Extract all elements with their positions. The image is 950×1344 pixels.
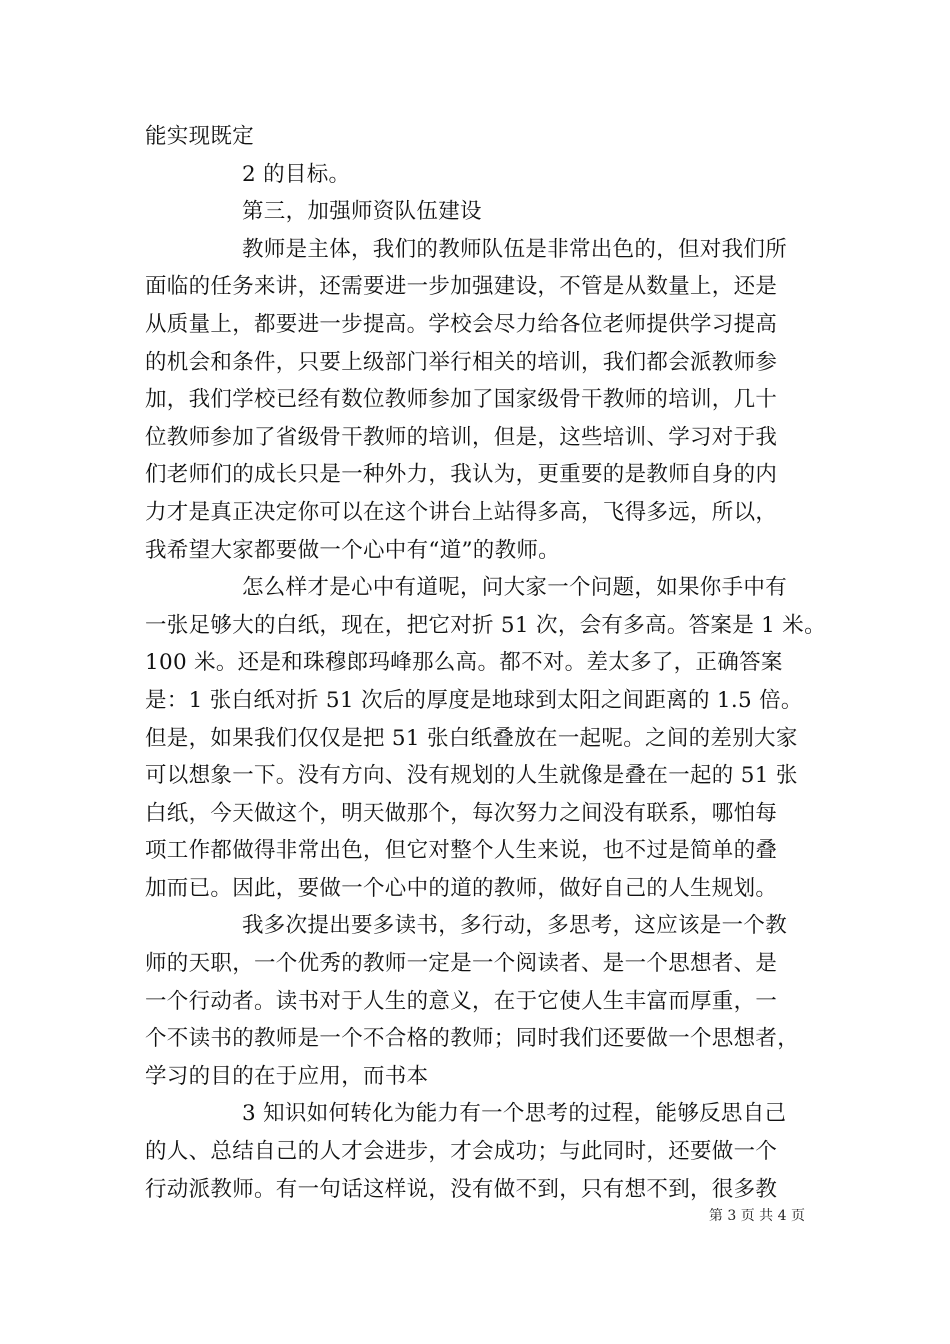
text-line: 力才是真正决定你可以在这个讲台上站得多高，飞得多远，所以， — [145, 499, 778, 525]
text-line: 学习的目的在于应用，而书本 — [145, 1063, 429, 1089]
text-line: 从质量上，都要进一步提高。学校会尽力给各位老师提供学习提高 — [145, 311, 778, 337]
text-line: 3 知识如何转化为能力有一个思考的过程，能够反思自己 — [242, 1101, 787, 1127]
text-line: 面临的任务来讲，还需要进一步加强建设，不管是从数量上，还是 — [145, 274, 778, 300]
text-line: 项工作都做得非常出色，但它对整个人生来说，也不过是简单的叠 — [145, 838, 778, 864]
text-line: 们老师们的成长只是一种外力，我认为，更重要的是教师自身的内 — [145, 462, 778, 488]
text-line: 师的天职，一个优秀的教师一定是一个阅读者、是一个思想者、是 — [145, 951, 778, 977]
text-line: 第三，加强师资队伍建设 — [242, 199, 482, 225]
text-line: 2 的目标。 — [242, 161, 351, 187]
text-line: 的机会和条件，只要上级部门举行相关的培训，我们都会派教师参 — [145, 349, 778, 375]
text-line: 白纸，今天做这个，明天做那个，每次努力之间没有联系，哪怕每 — [145, 800, 778, 826]
text-line: 一个行动者。读书对于人生的意义，在于它使人生丰富而厚重，一 — [145, 988, 778, 1014]
text-line: 加而已。因此，要做一个心中的道的教师，做好自己的人生规划。 — [145, 875, 778, 901]
text-line: 能实现既定 — [145, 124, 255, 149]
text-line: 我希望大家都要做一个心中有“道”的教师。 — [145, 537, 560, 563]
text-line: 教师是主体，我们的教师队伍是非常出色的，但对我们所 — [242, 236, 788, 262]
text-line: 我多次提出要多读书，多行动，多思考，这应该是一个教 — [242, 913, 788, 939]
text-line: 位教师参加了省级骨干教师的培训，但是，这些培训、学习对于我 — [145, 424, 778, 450]
document-body — [145, 118, 825, 1208]
text-line: 怎么样才是心中有道呢，问大家一个问题，如果你手中有 — [242, 575, 788, 601]
text-line: 但是，如果我们仅仅是把 51 张白纸叠放在一起呢。之间的差别大家 — [145, 725, 798, 751]
text-line: 加，我们学校已经有数位教师参加了国家级骨干教师的培训，几十 — [145, 387, 778, 413]
text-line: 行动派教师。有一句话这样说，没有做不到，只有想不到，很多教 — [145, 1176, 778, 1202]
page-number-footer: 第 3 页 共 4 页 — [708, 1208, 805, 1224]
text-line: 个不读书的教师是一个不合格的教师；同时我们还要做一个思想者， — [145, 1026, 800, 1052]
text-line: 的人、总结自己的人才会进步，才会成功；与此同时，还要做一个 — [145, 1139, 778, 1165]
text-line: 100 米。还是和珠穆郎玛峰那么高。都不对。差太多了，正确答案 — [145, 650, 783, 676]
text-line: 是：1 张白纸对折 51 次后的厚度是地球到太阳之间距离的 1.5 倍。 — [145, 687, 803, 713]
text-line: 可以想象一下。没有方向、没有规划的人生就像是叠在一起的 51 张 — [145, 763, 798, 789]
text-line: 一张足够大的白纸，现在，把它对折 51 次，会有多高。答案是 1 米。 — [145, 612, 826, 638]
